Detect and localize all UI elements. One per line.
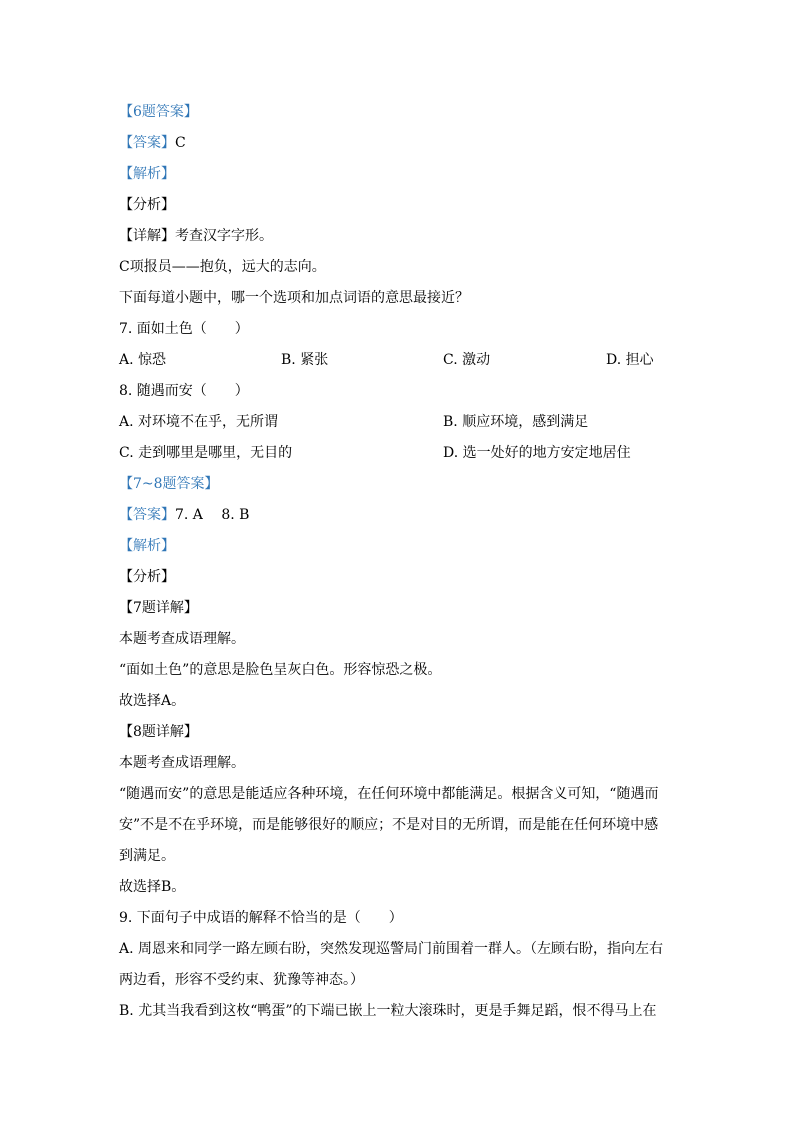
detail-line-q6 bbox=[119, 226, 273, 246]
detail-heading-q7: 【7题详解】 bbox=[119, 600, 198, 616]
section-heading-q6: 【6题答案】 bbox=[119, 104, 198, 120]
answer-text: C bbox=[175, 135, 186, 151]
body-text: 安”不是不在乎环境，而是能够很好的顺应；不是对目的无所谓，而是能在任何环境中感 bbox=[119, 817, 659, 833]
detail-label: 【详解】 bbox=[119, 228, 175, 244]
analysis-heading: 【解析】 bbox=[119, 166, 175, 182]
body-text: 到满足。 bbox=[119, 848, 175, 864]
body-text: 本题考查成语理解。 bbox=[119, 755, 245, 771]
answer-line-q7-8 bbox=[119, 505, 249, 525]
q9-option-a-cont: 两边看，形容不受约束、犹豫等神态。） bbox=[119, 972, 364, 988]
question-8: 8. 随遇而安（ ） bbox=[119, 383, 249, 399]
detail-heading-q8: 【8题详解】 bbox=[119, 724, 198, 740]
body-text: “面如土色”的意思是脸色呈灰白色。形容惊恐之极。 bbox=[119, 662, 442, 678]
answer-label: 【答案】 bbox=[119, 507, 175, 523]
answer-label: 【答案】 bbox=[119, 135, 175, 151]
q9-option-b: B. 尤其当我看到这枚“鸭蛋”的下端已嵌上一粒大滚珠时，更是手舞足蹈，恨不得马上在 bbox=[119, 1003, 657, 1019]
q8-option-a: A. 对环境不在乎，无所谓 bbox=[119, 414, 279, 430]
body-text: 故选择B。 bbox=[119, 879, 186, 895]
fenxi-heading: 【分析】 bbox=[119, 197, 175, 213]
body-text: 本题考查成语理解。 bbox=[119, 631, 245, 647]
explanation-q6: C项报员——抱负，远大的志向。 bbox=[119, 259, 326, 275]
section-heading-q7-8: 【7~8题答案】 bbox=[119, 476, 219, 492]
body-text: 故选择A。 bbox=[119, 693, 186, 709]
answer-line-q6 bbox=[119, 133, 186, 153]
question-7: 7. 面如土色（ ） bbox=[119, 321, 249, 337]
detail-text: 考查汉字字形。 bbox=[175, 228, 273, 244]
q8-option-d: D. 选一处好的地方安定地居住 bbox=[443, 445, 631, 461]
fenxi-heading: 【分析】 bbox=[119, 569, 175, 585]
q7-option-a: A. 惊恐 bbox=[119, 352, 167, 368]
q8-option-c: C. 走到哪里是哪里，无目的 bbox=[119, 445, 293, 461]
q7-option-b: B. 紧张 bbox=[281, 352, 329, 368]
instruction-text: 下面每道小题中，哪一个选项和加点词语的意思最接近？ bbox=[119, 290, 469, 306]
body-text: “随遇而安”的意思是能适应各种环境，在任何环境中都能满足。根据含义可知，“随遇而 bbox=[119, 786, 659, 802]
q8-option-b: B. 顺应环境，感到满足 bbox=[443, 414, 589, 430]
question-9: 9. 下面句子中成语的解释不恰当的是（ ） bbox=[119, 910, 403, 926]
answer-text: 7. A 8. B bbox=[175, 507, 250, 523]
analysis-heading: 【解析】 bbox=[119, 538, 175, 554]
q7-option-d: D. 担心 bbox=[606, 352, 654, 368]
q9-option-a: A. 周恩来和同学一路左顾右盼，突然发现巡警局门前围着一群人。（左顾右盼，指向左右 bbox=[119, 941, 664, 957]
q7-option-c: C. 激动 bbox=[443, 352, 491, 368]
